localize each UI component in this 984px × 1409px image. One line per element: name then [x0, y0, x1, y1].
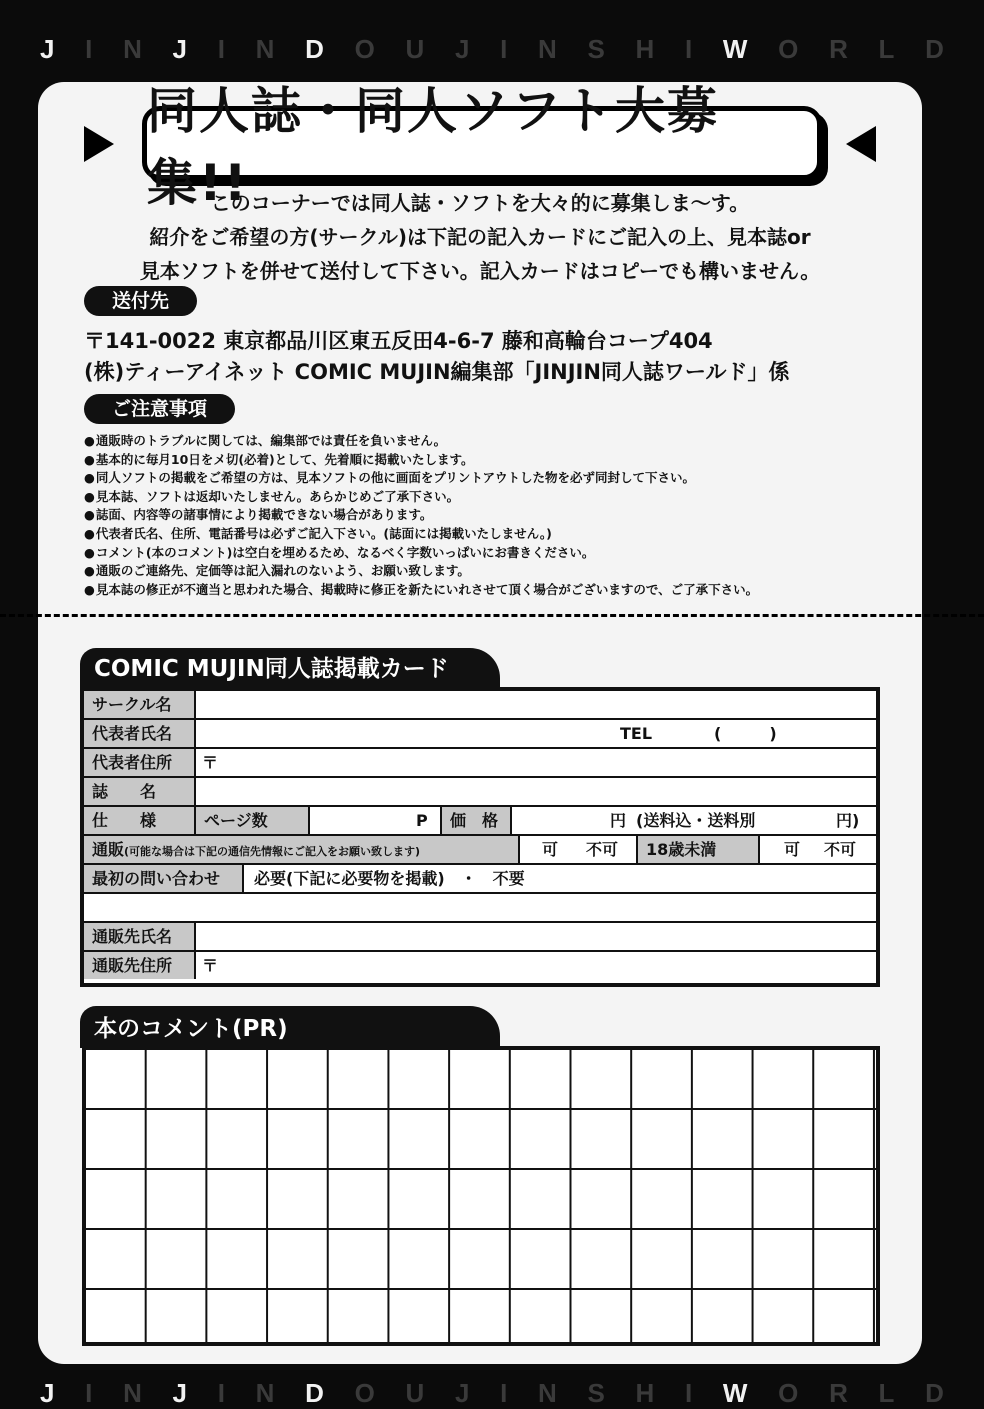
form-row-rep-name [84, 720, 876, 749]
band-letter: J [40, 1378, 55, 1408]
mail-order-note: (可能な場合は下記の通信先情報にご記入をお願い致します) [124, 845, 421, 858]
band-letter: I [217, 34, 225, 64]
band-letter: W [722, 34, 748, 64]
band-letter: D [305, 1378, 324, 1408]
list-item: ● 通販のご連絡先、定価等は記入漏れのないよう、お願い致します。 [84, 562, 758, 581]
tel-label: TEL [620, 724, 653, 743]
form-row-rep-address [84, 749, 876, 778]
band-letter: L [878, 1378, 895, 1408]
page-count-label: ページ数 [196, 807, 310, 834]
band-letter: I [500, 1378, 508, 1408]
footer-band [0, 1378, 984, 1409]
comment-title: 本のコメント(PR) [80, 1006, 500, 1048]
band-letter: S [587, 34, 605, 64]
adult-label: 18歳未満 [636, 836, 760, 863]
band-letter: D [925, 1378, 944, 1408]
magazine-name-label: 誌 名 [84, 778, 196, 805]
band-letter: N [538, 1378, 557, 1408]
inquiry-options: 必要(下記に必要物を掲載) ・ 不要 [254, 869, 525, 888]
form-row-mail-name [84, 923, 876, 952]
postal-mark: 〒 [202, 753, 219, 772]
address-line: (株)ティーアイネット COMIC MUJIN編集部「JINJIN同人誌ワールド」係 [84, 360, 790, 384]
mail-address-label: 通販先住所 [84, 952, 196, 979]
band-letter: W [722, 1378, 748, 1408]
form-row-mail-address [84, 952, 876, 981]
list-item: ● 基本的に毎月10日をメ切(必着)として、先着順に掲載いたします。 [84, 451, 758, 470]
mail-name-label: 通販先氏名 [84, 923, 196, 950]
tel-parens: ( ) [714, 724, 777, 743]
mail-order-label [84, 836, 520, 863]
band-letter: S [587, 1378, 605, 1408]
band-letter: I [217, 1378, 225, 1408]
mail-order-no: 不可 [586, 840, 619, 859]
intro-line: 紹介をご希望の方(サークル)は下記の記入カードにご記入の上、見本誌or [149, 225, 811, 249]
band-letter: N [255, 34, 275, 64]
form-row-blank [84, 894, 876, 923]
notes-label: ご注意事項 [84, 394, 235, 424]
intro-text [38, 186, 922, 288]
band-letter: J [40, 34, 55, 64]
band-letter: O [778, 34, 799, 64]
price-unit: 円 [610, 811, 627, 830]
list-item: ● 代表者氏名、住所、電話番号は必ずご記入下さい。(誌面には掲載いたしません。) [84, 525, 758, 544]
mail-order-title: 通販 [92, 840, 125, 859]
adult-yes: 可 [784, 840, 801, 859]
band-letter: J [172, 1378, 188, 1408]
intro-line: 見本ソフトを併せて送付して下さい。記入カードはコピーでも構いません。 [139, 259, 821, 283]
band-letter: D [925, 34, 944, 64]
form-row-magazine [84, 778, 876, 807]
band-letter: R [829, 34, 848, 64]
form-title: COMIC MUJIN同人誌掲載カード [80, 648, 500, 688]
mail-order-yes: 可 [542, 840, 559, 859]
band-letter: O [354, 1378, 375, 1408]
circle-name-label: サークル名 [84, 691, 196, 718]
band-letter: I [85, 34, 93, 64]
list-item: ● 通販時のトラブルに関しては、編集部では責任を負いません。 [84, 432, 758, 451]
rep-address-label: 代表者住所 [84, 749, 196, 776]
price-label: 価 格 [440, 807, 512, 834]
band-letter: N [255, 1378, 275, 1408]
band-letter: N [123, 1378, 142, 1408]
adult-no: 不可 [824, 840, 857, 859]
list-item: ● 同人ソフトの掲載をご希望の方は、見本ソフトの他に画面をプリントアウトした物を必ず同封して下さい。 [84, 469, 758, 488]
band-letter: I [500, 34, 508, 64]
band-letter: N [123, 34, 142, 64]
send-to-address [84, 326, 790, 388]
entry-card-form [80, 687, 880, 987]
arrow-right-icon [84, 126, 114, 162]
band-letter: O [354, 34, 375, 64]
band-letter: R [829, 1378, 848, 1408]
band-letter: I [685, 34, 693, 64]
band-letter: I [685, 1378, 693, 1408]
rep-name-label: 代表者氏名 [84, 720, 196, 747]
postal-mark: 〒 [202, 956, 219, 975]
spec-label: 仕 様 [84, 807, 196, 834]
list-item: ● 見本誌の修正が不適当と思われた場合、掲載時に修正を新たにいれさせて頂く場合がございますので、ご了承下さい。 [84, 581, 758, 600]
list-item: ● 見本誌、ソフトは返却いたしません。あらかじめご了承下さい。 [84, 488, 758, 507]
list-item: ● 誌面、内容等の諸事情により掲載できない場合があります。 [84, 506, 758, 525]
form-row-spec [84, 807, 876, 836]
arrow-left-icon [846, 126, 876, 162]
band-letter: J [172, 34, 188, 64]
send-to-label: 送付先 [84, 286, 197, 316]
form-row-mail-order [84, 836, 876, 865]
comment-grid [82, 1046, 880, 1346]
intro-line: このコーナーでは同人誌・ソフトを大々的に募集しま～す。 [210, 191, 750, 215]
form-row-circle [84, 691, 876, 720]
band-letter: I [85, 1378, 93, 1408]
first-inquiry-label: 最初の問い合わせ [84, 865, 244, 892]
band-letter: D [305, 34, 324, 64]
band-letter: J [454, 34, 470, 64]
address-line: 〒141-0022 東京都品川区東五反田4-6-7 藤和高輪台コープ404 [84, 329, 713, 353]
header-band [0, 34, 984, 65]
shipping-options: (送料込・送料別 [636, 811, 756, 830]
page-unit: P [416, 811, 428, 830]
list-item: ● コメント(本のコメント)は空白を埋めるため、なるべく字数いっぱいにお書きください。 [84, 544, 758, 563]
band-letter: U [405, 1378, 425, 1408]
band-letter: J [454, 1378, 470, 1408]
band-letter: U [405, 34, 425, 64]
cut-line [0, 614, 984, 617]
band-letter: N [538, 34, 557, 64]
band-letter: H [635, 1378, 655, 1408]
band-letter: H [635, 34, 655, 64]
notes-list [84, 432, 758, 599]
band-letter: L [878, 34, 895, 64]
form-row-inquiry [84, 865, 876, 894]
band-letter: O [778, 1378, 799, 1408]
page-title: 同人誌・同人ソフト大募集!! [142, 106, 822, 180]
shipping-close: 円) [836, 811, 860, 830]
